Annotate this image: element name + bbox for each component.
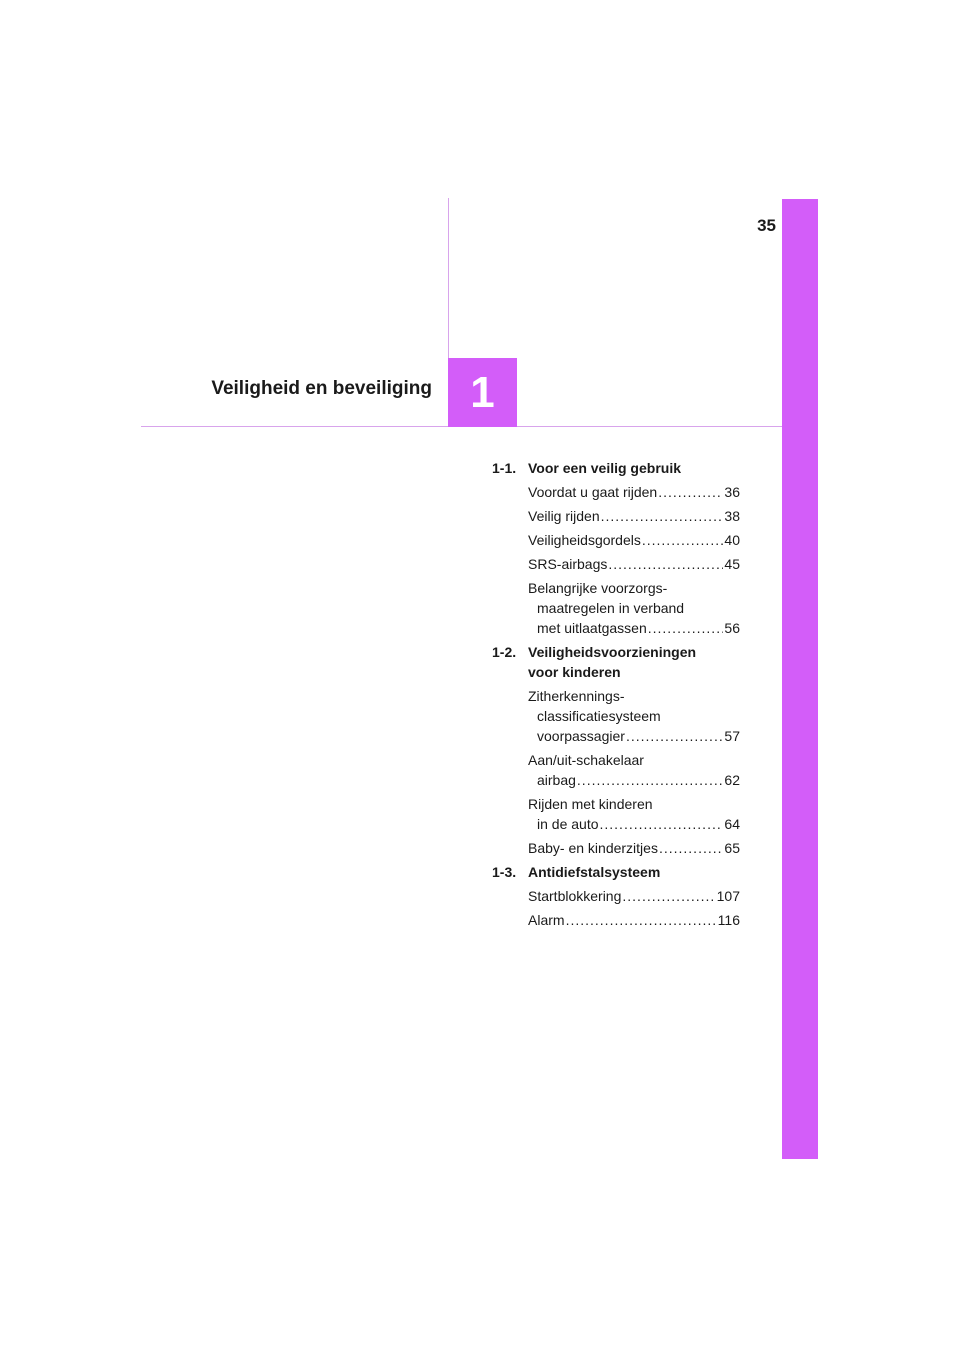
toc-entry-text: Voordat u gaat rijden bbox=[528, 484, 658, 500]
toc-entry[interactable] bbox=[492, 910, 740, 930]
toc-entry-line bbox=[528, 750, 740, 770]
page-number: 35 bbox=[757, 216, 776, 235]
toc-section bbox=[492, 458, 740, 478]
toc-section-title bbox=[528, 458, 740, 478]
toc-entry-text: Belangrijke voorzorgs- bbox=[528, 580, 668, 596]
toc-entry[interactable] bbox=[492, 794, 740, 834]
toc-entry-page: 62 bbox=[724, 772, 740, 788]
toc-entry-text: voorpassagier bbox=[537, 728, 625, 744]
toc-entry-page: 65 bbox=[724, 840, 740, 856]
chapter-side-tab bbox=[782, 199, 818, 1159]
toc-entry-line bbox=[528, 530, 740, 550]
chapter-number-box: 1 bbox=[448, 358, 517, 427]
toc-entry-text: Baby- en kinderzitjes bbox=[528, 840, 658, 856]
toc-entry[interactable] bbox=[492, 554, 740, 574]
toc-section-number: 1-1. bbox=[492, 460, 517, 476]
toc-entry[interactable] bbox=[492, 578, 740, 638]
toc-entry[interactable] bbox=[492, 750, 740, 790]
toc-entry-line bbox=[528, 598, 740, 618]
dot-leader bbox=[648, 618, 724, 638]
dot-leader bbox=[601, 506, 724, 526]
toc-entry-line bbox=[528, 886, 740, 906]
toc-entry-page: 56 bbox=[724, 620, 740, 636]
toc-entry-page: 57 bbox=[724, 728, 740, 744]
toc-section-number: 1-2. bbox=[492, 644, 517, 660]
toc-entry-text: in de auto bbox=[537, 816, 599, 832]
toc-entry-line bbox=[528, 706, 740, 726]
toc-entry-text: maatregelen in verband bbox=[537, 600, 685, 616]
dot-leader bbox=[658, 482, 723, 502]
toc-entry-text: Veiligheidsgordels bbox=[528, 532, 641, 548]
toc-section-title-line: voor kinderen bbox=[528, 664, 621, 680]
dot-leader bbox=[600, 814, 724, 834]
vertical-divider bbox=[448, 198, 449, 358]
toc-entry-line bbox=[528, 554, 740, 574]
dot-leader bbox=[566, 910, 717, 930]
toc-entry[interactable] bbox=[492, 530, 740, 550]
toc-entry-line bbox=[528, 910, 740, 930]
toc-section bbox=[492, 642, 740, 682]
dot-leader bbox=[659, 838, 723, 858]
toc-entry-line bbox=[528, 482, 740, 502]
dot-leader bbox=[642, 530, 724, 550]
toc-entry-text: Veilig rijden bbox=[528, 508, 600, 524]
toc-section bbox=[492, 862, 740, 882]
toc-entry-text: airbag bbox=[537, 772, 576, 788]
toc-entry-text: Zitherkennings- bbox=[528, 688, 625, 704]
toc-section-title-line: Antidiefstalsysteem bbox=[528, 864, 661, 880]
toc-entry[interactable] bbox=[492, 838, 740, 858]
toc-entry-text: Alarm bbox=[528, 912, 565, 928]
toc-entry-text: Startblokkering bbox=[528, 888, 622, 904]
toc-entry-page: 40 bbox=[724, 532, 740, 548]
toc-entry-page: 64 bbox=[724, 816, 740, 832]
toc-entry-line bbox=[528, 770, 740, 790]
toc-entry-line bbox=[528, 838, 740, 858]
toc-entry-line bbox=[528, 686, 740, 706]
toc-section-title bbox=[528, 862, 740, 882]
toc-section-title-line: Veiligheidsvoorzieningen bbox=[528, 644, 697, 660]
toc-entry-text: Rijden met kinderen bbox=[528, 796, 653, 812]
toc-entry-text: SRS-airbags bbox=[528, 556, 608, 572]
toc-entry-line bbox=[528, 618, 740, 638]
table-of-contents bbox=[492, 458, 740, 934]
toc-entry-text: classificatiesysteem bbox=[537, 708, 661, 724]
toc-entry-page: 36 bbox=[724, 484, 740, 500]
toc-entry-text: met uitlaatgassen bbox=[537, 620, 647, 636]
toc-section-title bbox=[528, 642, 740, 682]
toc-entry-line bbox=[528, 726, 740, 746]
toc-entry[interactable] bbox=[492, 482, 740, 502]
toc-entry[interactable] bbox=[492, 886, 740, 906]
dot-leader bbox=[622, 886, 715, 906]
toc-entry-page: 45 bbox=[724, 556, 740, 572]
toc-entry-page: 38 bbox=[724, 508, 740, 524]
toc-entry-line bbox=[528, 578, 740, 598]
toc-entry[interactable] bbox=[492, 506, 740, 526]
toc-entry-text: Aan/uit-schakelaar bbox=[528, 752, 644, 768]
toc-section-number: 1-3. bbox=[492, 864, 517, 880]
chapter-title: Veiligheid en beveiliging bbox=[211, 378, 432, 399]
toc-entry-line bbox=[528, 814, 740, 834]
toc-entry-page: 116 bbox=[717, 912, 740, 928]
toc-entry-page: 107 bbox=[716, 888, 740, 904]
dot-leader bbox=[608, 554, 723, 574]
toc-entry[interactable] bbox=[492, 686, 740, 746]
toc-entry-line bbox=[528, 506, 740, 526]
dot-leader bbox=[577, 770, 724, 790]
dot-leader bbox=[626, 726, 723, 746]
toc-entry-line bbox=[528, 794, 740, 814]
toc-section-title-line: Voor een veilig gebruik bbox=[528, 460, 682, 476]
